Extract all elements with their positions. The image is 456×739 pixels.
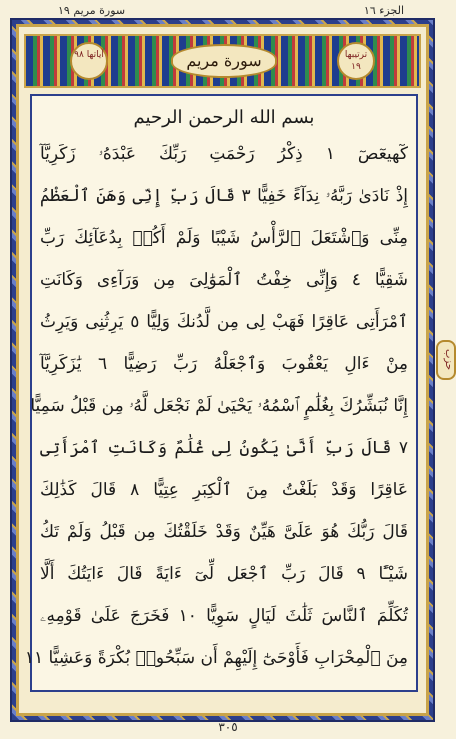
text-line: مِنَ ٱلْمِحْرَابِ فَأَوْحَىٰٓ إِلَيْهِمْ أَن سَبِّحُوا۟ بُكْرَةً وَعَشِيًّا ١١ <box>24 648 408 668</box>
text-line: مِنْ ءَالِ يَعْقُوبَ وَٱجْعَلْهُ رَبِّ رَضِيًّا ٦ يَٰزَكَرِيَّآ <box>40 354 408 374</box>
verse-count-medallion: آياتها ٩٨ <box>70 42 108 80</box>
surah-title: سورة مريم <box>171 44 277 78</box>
text-area <box>24 94 418 692</box>
text-line: مِنِّى وَٱشْتَعَلَ ٱلرَّأْسُ شَيْبًا وَلَمْ أَكُنۢ بِدُعَآئِكَ رَبِّ <box>40 228 408 248</box>
text-line: إِنَّا نُبَشِّرُكَ بِغُلَٰمٍ ٱسْمُهُۥ يَحْيَىٰ لَمْ نَجْعَل لَّهُۥ مِن قَبْلُ سَمِيًّا <box>30 396 408 416</box>
surah-banner <box>24 34 421 88</box>
hizb-marker: حزب <box>436 340 456 380</box>
basmala: بسم الله الرحمن الرحيم <box>133 107 315 128</box>
text-line: شَقِيًّا ٤ وَإِنِّى خِفْتُ ٱلْمَوَٰلِىَ مِن وَرَآءِى وَكَانَتِ <box>40 270 408 290</box>
juz-label: الجزء ١٦ <box>363 4 404 17</box>
running-header <box>0 0 456 20</box>
page-number: ٣٠٥ <box>218 720 238 734</box>
text-line: قَالَ رَبُّكَ هُوَ عَلَىَّ هَيِّنٌ وَقَدْ خَلَقْتُكَ مِن قَبْلُ وَلَمْ تَكُ <box>40 522 408 542</box>
text-line: ٧ قَالَ رَبِّ أَنَّىٰ يَكُونُ لِى غُلَٰمٌ وَكَانَتِ ٱمْرَأَتِى <box>40 438 408 458</box>
text-line: كٓهيعٓصٓ ١ ذِكْرُ رَحْمَتِ رَبِّكَ عَبْدَهُۥ زَكَرِيَّآ <box>40 144 408 164</box>
text-line: عَاقِرًا وَقَدْ بَلَغْتُ مِنَ ٱلْكِبَرِ عِتِيًّا ٨ قَالَ كَذَٰلِكَ <box>40 480 408 500</box>
text-line: شَيْـًٔا ٩ قَالَ رَبِّ ٱجْعَل لِّىٓ ءَايَةً قَالَ ءَايَتُكَ أَلَّا <box>40 564 408 584</box>
text-line: ٱمْرَأَتِى عَاقِرًا فَهَبْ لِى مِن لَّدُنكَ وَلِيًّا ٥ يَرِثُنِى وَيَرِثُ <box>40 312 408 332</box>
text-line: إِذْ نَادَىٰ رَبَّهُۥ نِدَآءً خَفِيًّا ٣ قَالَ رَبِّ إِنِّى وَهَنَ ٱلْعَظْمُ <box>40 186 408 206</box>
surah-order-medallion: ترتيبها ١٩ <box>337 42 375 80</box>
surah-ref-label: سورة مريم ١٩ <box>58 4 126 17</box>
text-line: تُكَلِّمَ ٱلنَّاسَ ثَلَٰثَ لَيَالٍ سَوِيًّا ١٠ فَخَرَجَ عَلَىٰ قَوْمِهِۦ <box>40 606 408 626</box>
